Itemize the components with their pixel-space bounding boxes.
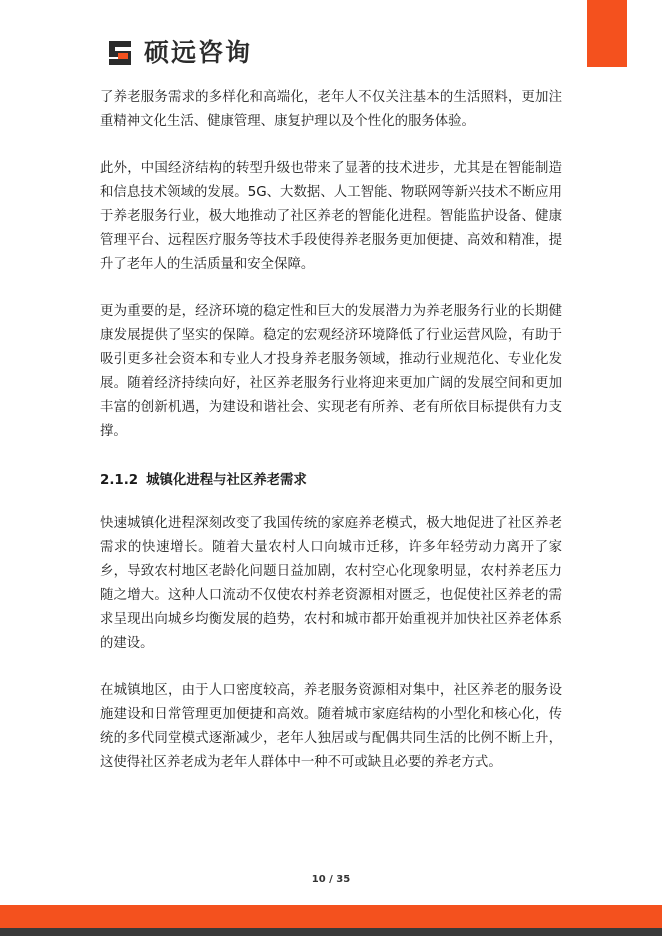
section-title: 城镇化进程与社区养老需求	[146, 473, 307, 488]
paragraph: 快速城镇化进程深刻改变了我国传统的家庭养老模式，极大地促进了社区养老需求的快速增长。随着大量农村人口向城市迁移，许多年轻劳动力离开了家乡，导致农村地区老龄化问题日益加剧，农村空心化现象明显，农村养老压力随之增大。这种人口流动不仅使农村养老资源相对匮乏，也促使社区养老的需求呈现出向城乡均衡发展的趋势，农村和城市都开始重视并加快社区养老体系的建设。	[100, 516, 562, 651]
brand-logo	[106, 36, 252, 70]
paragraph: 此外，中国经济结构的转型升级也带来了显著的技术进步，尤其是在智能制造和信息技术领域的发展。5G、大数据、人工智能、物联网等新兴技术不断应用于养老服务行业，极大地推动了社区养老的智能化进程。智能监护设备、健康管理平台、远程医疗服务等技术手段使得养老服务更加便捷、高效和精准，提升了老年人的生活质量和安全保障。	[100, 161, 562, 272]
paragraph: 在城镇地区，由于人口密度较高，养老服务资源相对集中，社区养老的服务设施建设和日常管理更加便捷和高效。随着城市家庭结构的小型化和核心化，传统的多代同堂模式逐渐减少，老年人独居或与配偶共同生活的比例不断上升，这使得社区养老成为老年人群体中一种不可或缺且必要的养老方式。	[100, 683, 562, 770]
document-body	[100, 86, 562, 775]
brand-mark-icon	[106, 38, 136, 68]
footer-dark-strip	[0, 928, 662, 936]
footer-accent-bar	[0, 905, 662, 928]
paragraph: 更为重要的是，经济环境的稳定性和巨大的发展潜力为养老服务行业的长期健康发展提供了坚实的保障。稳定的宏观经济环境降低了行业运营风险，有助于吸引更多社会资本和专业人才投身养老服务领域，推动行业规范化、专业化发展。随着经济持续向好，社区养老服务行业将迎来更加广阔的发展空间和更加丰富的创新机遇，为建设和谐社会、实现老有所养、老有所依目标提供有力支撑。	[100, 304, 562, 439]
paragraph: 了养老服务需求的多样化和高端化，老年人不仅关注基本的生活照料，更加注重精神文化生活、健康管理、康复护理以及个性化的服务体验。	[100, 90, 562, 129]
page-number: 10 / 35	[311, 874, 351, 885]
brand-name: 硕远咨询	[144, 38, 253, 67]
section-number: 2.1.2	[100, 473, 139, 488]
section-heading	[100, 470, 562, 492]
corner-accent-tab	[587, 0, 627, 67]
